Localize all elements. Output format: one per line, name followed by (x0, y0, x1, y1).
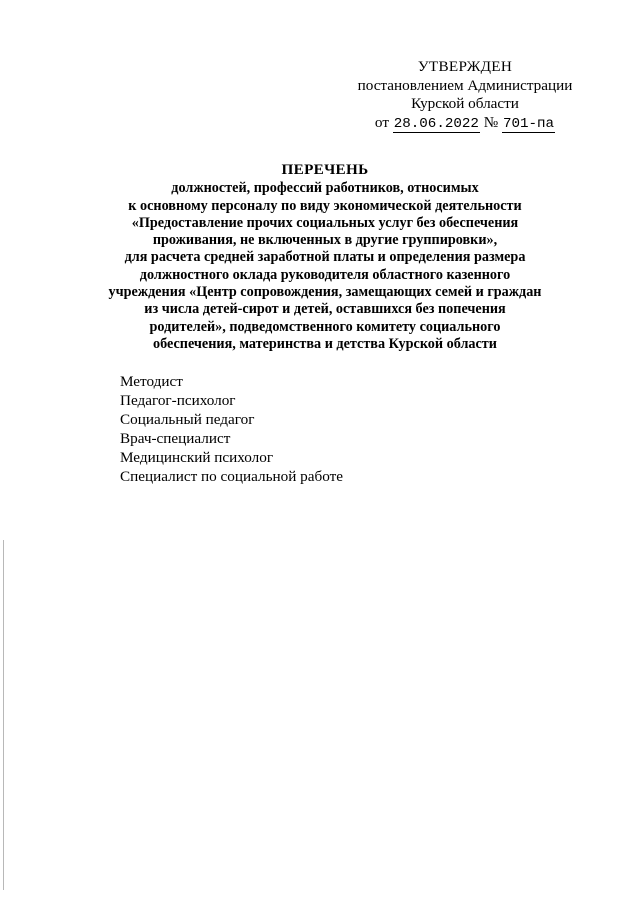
heading-line: обеспечения, материнства и детства Курской области (153, 335, 497, 352)
list-item: Социальный педагог (120, 410, 255, 428)
heading-line: из числа детей-сирот и детей, оставшихся без попечения (144, 301, 506, 318)
scan-edge-line (3, 540, 4, 890)
list-item: Врач-специалист (120, 429, 231, 447)
heading-line: родителей», подведомственного комитету социального (149, 318, 501, 335)
positions-list (120, 373, 343, 486)
list-item: Специалист по социальной работе (120, 467, 343, 485)
approval-date-line (340, 114, 590, 134)
number-prefix: № (483, 113, 499, 131)
document-heading (95, 161, 555, 353)
approval-title: УТВЕРЖДЕН (417, 58, 513, 75)
heading-line: проживания, не включенных в другие группировки», (152, 232, 498, 249)
approval-block (340, 58, 590, 133)
approval-line-1: постановлением Администрации (357, 76, 573, 94)
heading-line: к основному персоналу по виду экономической деятельности (128, 197, 522, 214)
approval-line-2: Курской области (411, 95, 519, 112)
heading-line: должностей, профессий работников, относимых (171, 180, 479, 197)
document-title: ПЕРЕЧЕНЬ (281, 161, 369, 178)
list-item: Медицинский психолог (120, 448, 274, 466)
list-item: Методист (120, 373, 183, 390)
heading-line: для расчета средней заработной платы и определения размера (124, 249, 526, 266)
approval-date: 28.06.2022 (393, 115, 479, 132)
heading-line: должностного оклада руководителя областного казенного (139, 266, 511, 283)
date-prefix: от (374, 113, 389, 131)
approval-number: 701-па (502, 115, 555, 132)
heading-line: учреждения «Центр сопровождения, замещающих семей и граждан (108, 284, 542, 301)
heading-line: «Предоставление прочих социальных услуг без обеспечения (131, 214, 519, 231)
list-item: Педагог-психолог (120, 391, 236, 409)
